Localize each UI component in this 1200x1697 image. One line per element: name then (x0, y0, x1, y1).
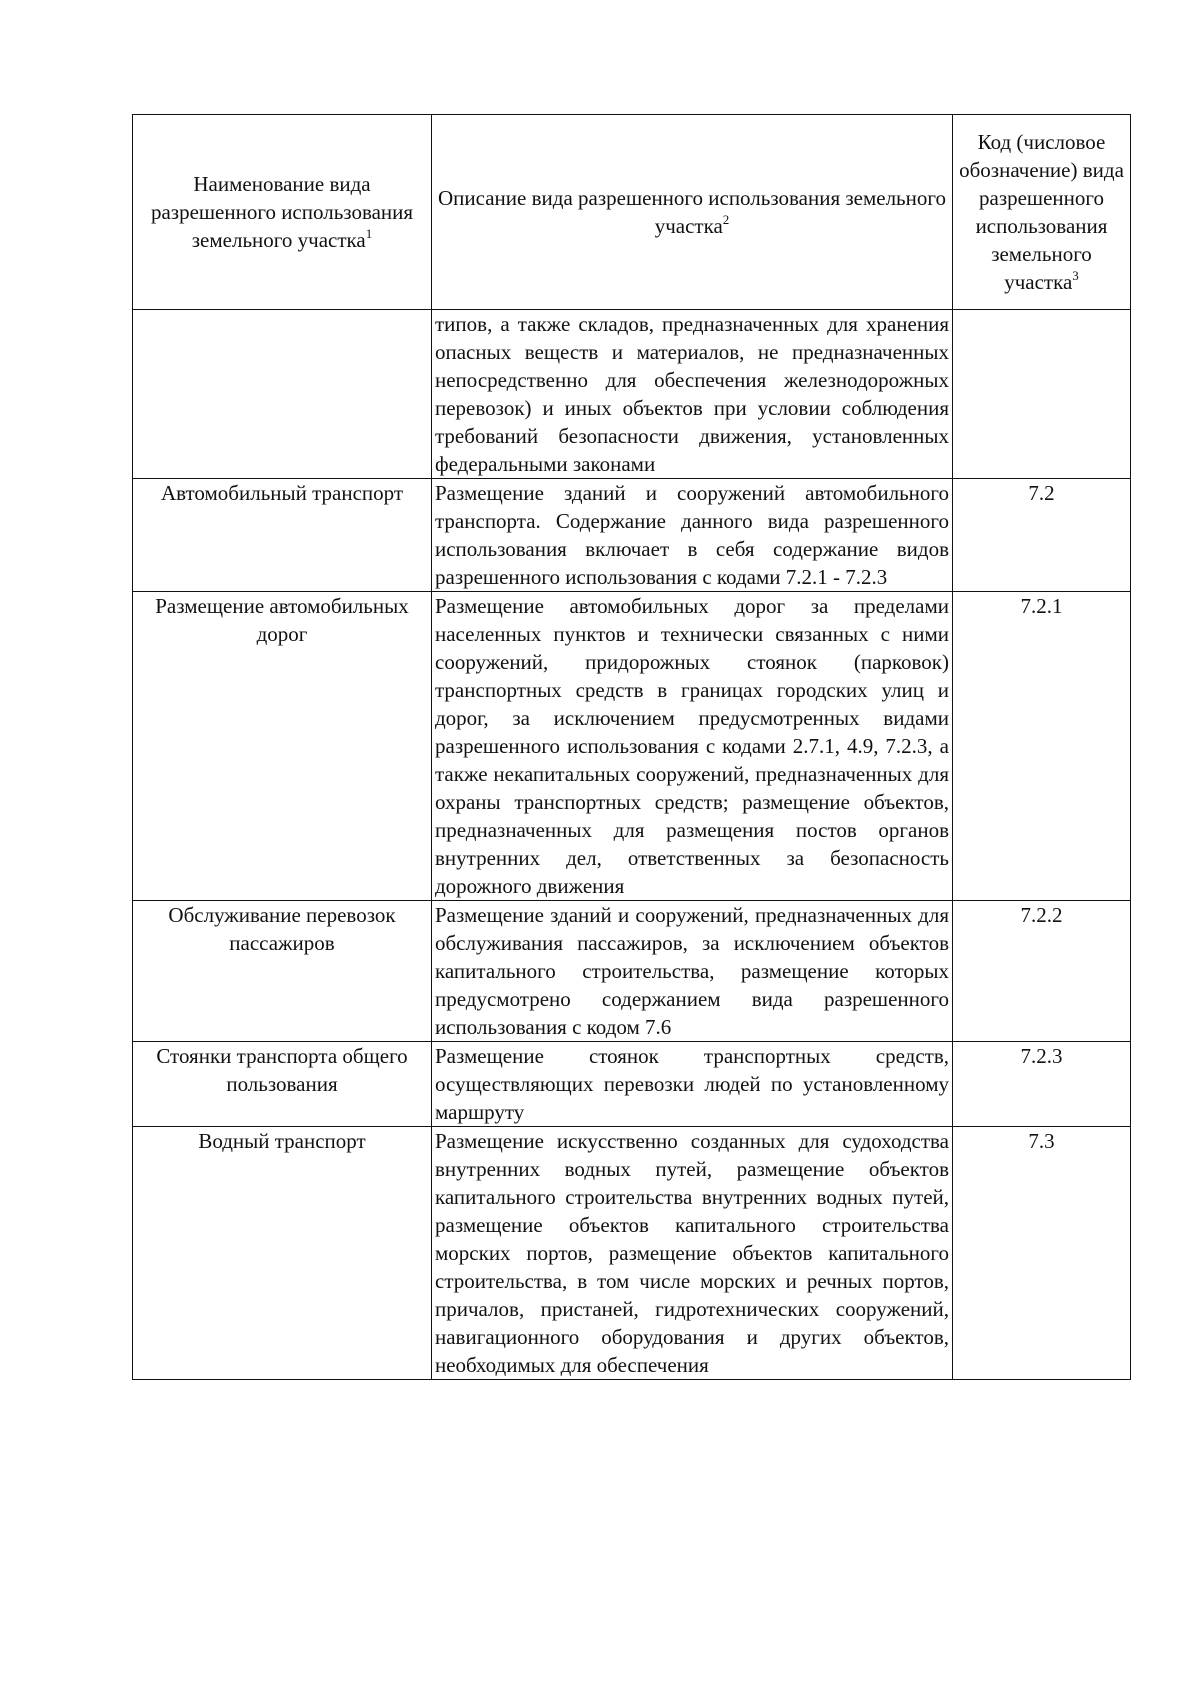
cell-description: Размещение зданий и сооружений автомобильного транспорта. Содержание данного вида разрешенного использования включает в себя содержание видов разрешенного использования с кодами 7.2.1 - 7.2.3 (432, 479, 953, 592)
table-row (133, 479, 1131, 592)
land-use-table (132, 114, 1131, 1380)
cell-description: Размещение зданий и сооружений, предназначенных для обслуживания пассажиров, за исключением объектов капитального строительства, размещение которых предусмотрено содержанием вида разрешенного использования с кодом 7.6 (432, 901, 953, 1042)
cell-name: Обслуживание перевозок пассажиров (133, 901, 432, 1042)
table-row (133, 1127, 1131, 1380)
cell-code (953, 310, 1131, 479)
cell-description: Размещение искусственно созданных для судоходства внутренних водных путей, размещение объектов капитального строительства внутренних водных путей, размещение объектов капитального строительства морских портов, размещение объектов капитального строительства, в том числе морских и речных портов, причалов, пристаней, гидротехнических сооружений, навигационного оборудования и других объектов, необходимых для обеспечения (432, 1127, 953, 1380)
cell-description: Размещение автомобильных дорог за пределами населенных пунктов и технически связанных с ними сооружений, придорожных стоянок (парковок) транспортных средств в границах городских улиц и дорог, за исключением предусмотренных видами разрешенного использования с кодами 2.7.1, 4.9, 7.2.3, а также некапитальных сооружений, предназначенных для охраны транспортных средств; размещение объектов, предназначенных для размещения постов органов внутренних дел, ответственных за безопасность дорожного движения (432, 592, 953, 901)
cell-code: 7.2 (953, 479, 1131, 592)
cell-description: типов, а также складов, предназначенных для хранения опасных веществ и материалов, не предназначенных непосредственно для обеспечения железнодорожных перевозок) и иных объектов при условии соблюдения требований безопасности движения, установленных федеральными законами (432, 310, 953, 479)
header-name-text: Наименование вида разрешенного использования земельного участка (150, 172, 414, 252)
cell-code: 7.2.2 (953, 901, 1131, 1042)
cell-name: Автомобильный транспорт (133, 479, 432, 592)
header-name (133, 115, 432, 310)
cell-name: Размещение автомобильных дорог (133, 592, 432, 901)
cell-description: Размещение стоянок транспортных средств, осуществляющих перевозки людей по установленному маршруту (432, 1042, 953, 1127)
cell-code: 7.3 (953, 1127, 1131, 1380)
cell-name: Стоянки транспорта общего пользования (133, 1042, 432, 1127)
header-code (953, 115, 1131, 310)
table-row (133, 592, 1131, 901)
table-body (133, 310, 1131, 1380)
cell-name: Водный транспорт (133, 1127, 432, 1380)
header-code-text: Код (числовое обозначение) вида разрешенного использования земельного участка (959, 130, 1124, 294)
header-name-footnote: 1 (365, 226, 373, 241)
header-description-footnote: 2 (722, 212, 730, 227)
table-header (133, 115, 1131, 310)
table-row (133, 310, 1131, 479)
document-page (132, 114, 1130, 1380)
cell-code: 7.2.3 (953, 1042, 1131, 1127)
cell-code: 7.2.1 (953, 592, 1131, 901)
header-code-footnote: 3 (1072, 268, 1079, 283)
cell-name (133, 310, 432, 479)
table-row (133, 1042, 1131, 1127)
header-description (432, 115, 953, 310)
header-description-text: Описание вида разрешенного использования земельного участка (438, 186, 946, 238)
table-row (133, 901, 1131, 1042)
